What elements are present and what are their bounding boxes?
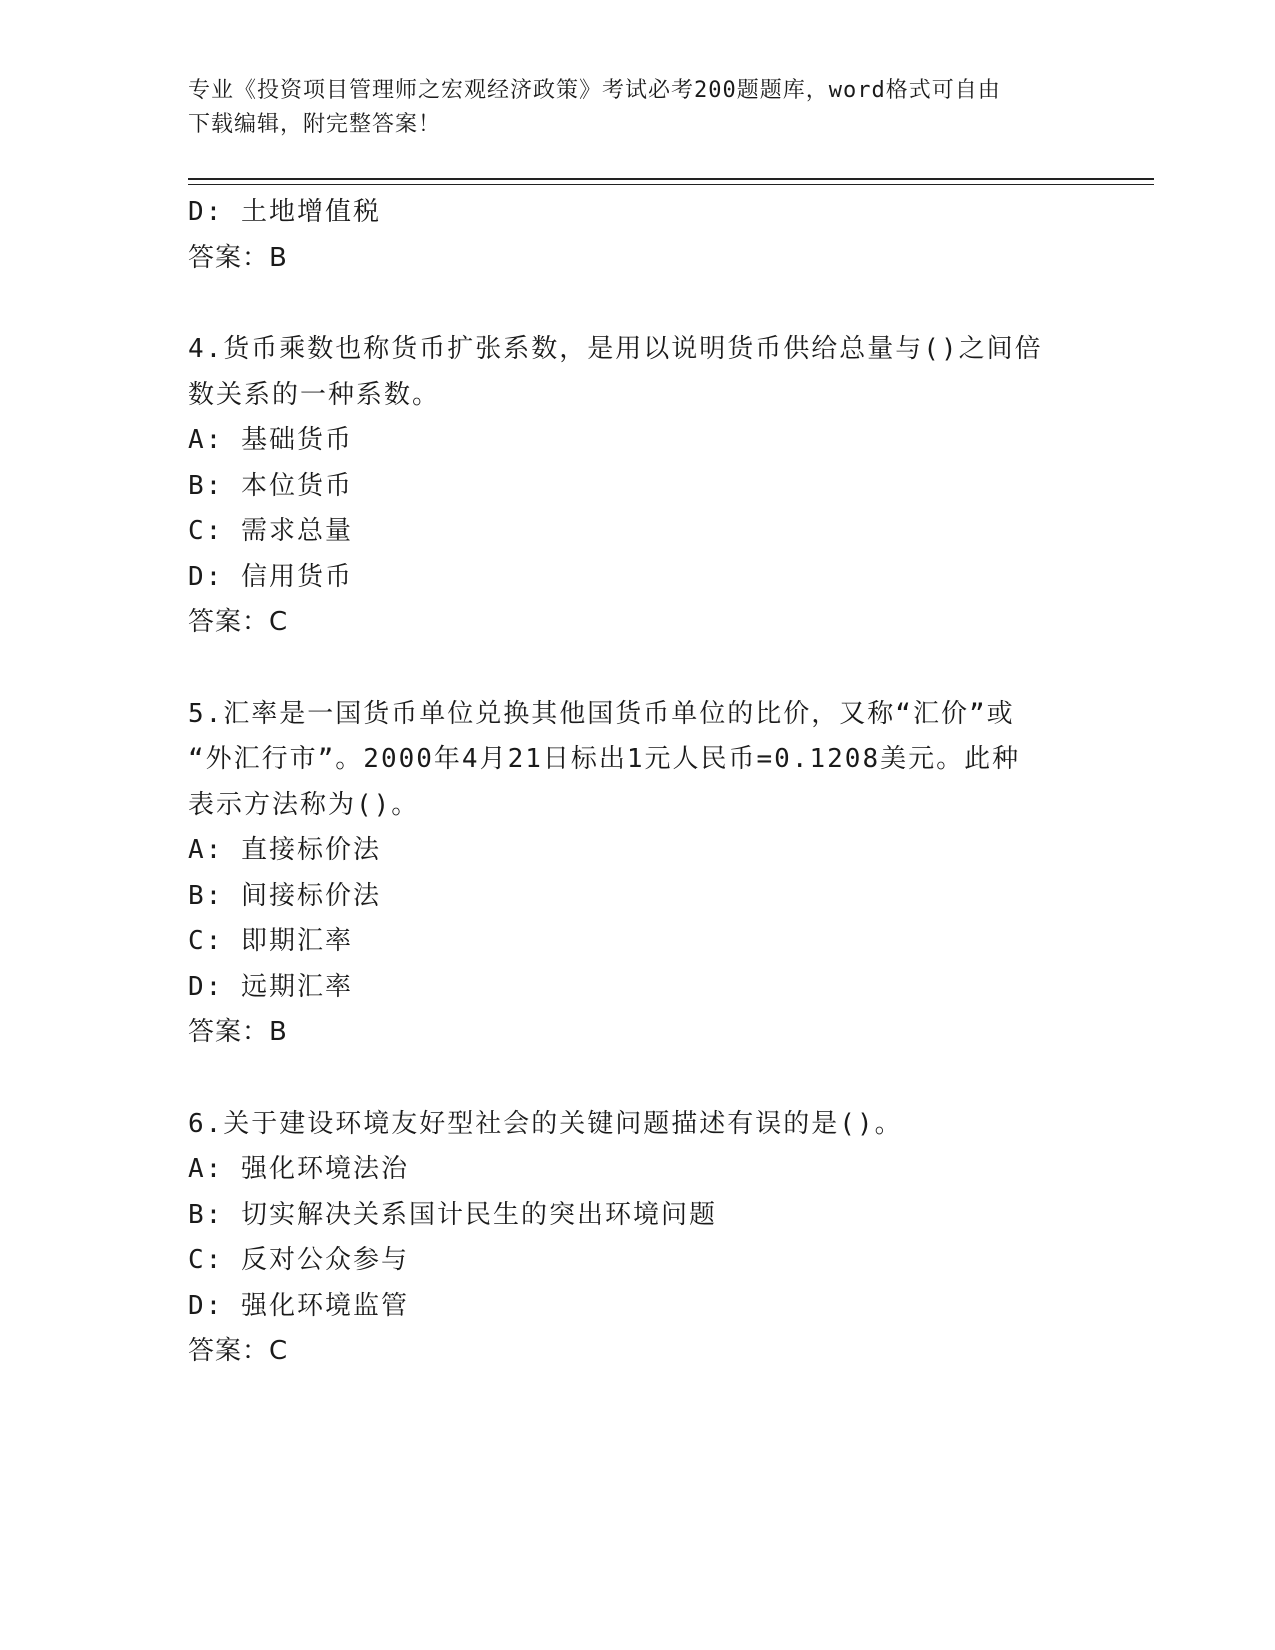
question-list xyxy=(188,190,1088,1375)
q4-question-line-1: 4.货币乘数也称货币扩张系数，是用以说明货币供给总量与()之间倍 xyxy=(188,334,1043,364)
q6-option-b: B: 切实解决关系国计民生的突出环境问题 xyxy=(188,1199,717,1230)
header-line-1: 专业《投资项目管理师之宏观经济政策》考试必考200题题库，word格式可自由 xyxy=(188,78,1001,103)
spacer xyxy=(188,281,1088,327)
q4-option-c: C: 需求总量 xyxy=(188,516,353,546)
spacer xyxy=(188,646,1088,692)
question-3-tail xyxy=(188,190,1088,281)
header-divider-thick xyxy=(188,178,1154,180)
header-divider-thin xyxy=(188,184,1154,185)
q6-option-a: A: 强化环境法治 xyxy=(188,1154,409,1184)
q4-option-d: D: 信用货币 xyxy=(188,561,353,592)
q5-option-a: A: 直接标价法 xyxy=(188,835,381,865)
document-header xyxy=(188,74,1088,142)
q6-option-c: C: 反对公众参与 xyxy=(188,1245,409,1275)
q4-option-a: A: 基础货币 xyxy=(188,425,353,455)
q6-option-d: D: 强化环境监管 xyxy=(188,1290,409,1321)
q3-option-d: D: 土地增值税 xyxy=(188,197,381,227)
q6-answer: 答案：C xyxy=(188,1336,289,1366)
question-5 xyxy=(188,692,1088,1056)
q4-question-line-2: 数关系的一种系数。 xyxy=(188,379,441,410)
q5-answer: 答案：B xyxy=(188,1017,288,1047)
q5-question-line-2: “外汇行市”。2000年4月21日标出1元人民币=0.1208美元。此种 xyxy=(188,744,1021,774)
q4-answer: 答案：C xyxy=(188,607,289,637)
q5-option-b: B: 间接标价法 xyxy=(188,880,381,911)
q3-answer: 答案：B xyxy=(188,242,288,273)
q5-question-line-3: 表示方法称为()。 xyxy=(188,789,420,820)
header-line-2: 下载编辑，附完整答案！ xyxy=(188,112,442,137)
q5-option-c: C: 即期汇率 xyxy=(188,926,353,956)
question-6 xyxy=(188,1102,1088,1375)
q5-question-line-1: 5.汇率是一国货币单位兑换其他国货币单位的比价，又称“汇价”或 xyxy=(188,698,1015,729)
question-4 xyxy=(188,327,1088,646)
spacer xyxy=(188,1056,1088,1102)
q5-option-d: D: 远期汇率 xyxy=(188,971,353,1002)
q4-option-b: B: 本位货币 xyxy=(188,470,353,501)
q6-question-line-1: 6.关于建设环境友好型社会的关键问题描述有误的是()。 xyxy=(188,1108,903,1139)
